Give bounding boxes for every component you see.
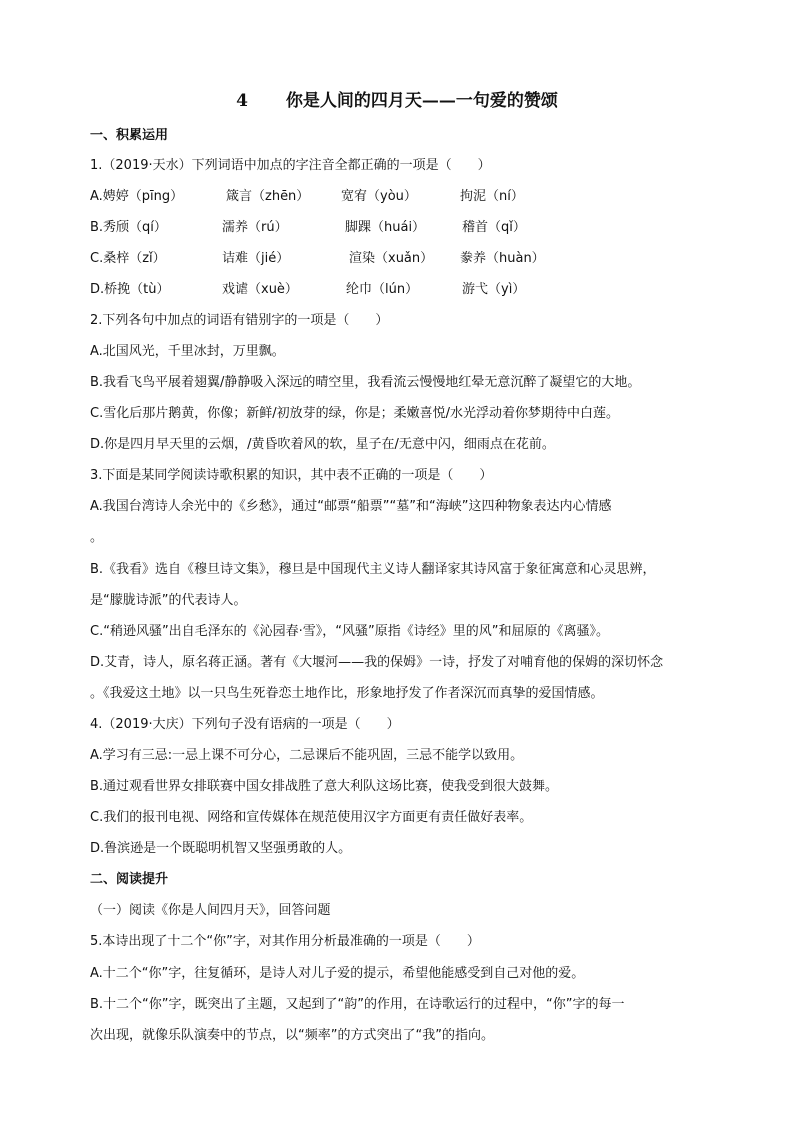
q2-stem: 2.下列各句中加点的词语有错别字的一项是（ ） [90, 313, 389, 328]
q1-c4: 豢养（huàn） [460, 251, 545, 266]
section-heading-1: 一、积累运用 [90, 128, 169, 143]
q2-option-d: D.你是四月早天里的云烟，/黄昏吹着风的软，星子在/无意中闪，细雨点在花前。 [90, 437, 555, 452]
q1-a4: 拘泥（ní） [460, 189, 524, 204]
q4-option-a: A.学习有三忌:一忌上课不可分心，二忌课后不能巩固，三忌不能学以致用。 [90, 748, 524, 763]
q4-option-c: C.我们的报刊电视、网络和宣传媒体在规范使用汉字方面更有责任做好表率。 [90, 810, 533, 825]
q1-a3: 宽宥（yòu） [341, 189, 417, 204]
q1-c3: 渲染（xuǎn） [349, 251, 434, 266]
q1-b2: 濡养（rú） [222, 220, 288, 235]
q1-d4: 游弋（yì） [462, 282, 526, 297]
q5-option-b-cont: 次出现，就像乐队演奏中的节点，以“频率”的方式突出了“我”的指向。 [90, 1028, 494, 1043]
q2-option-a: A.北国风光，千里冰封，万里飘。 [90, 344, 285, 359]
q1-b4: 稽首（qǐ） [462, 220, 526, 235]
q1-d2: 戏谑（xuè） [222, 282, 298, 297]
q3-option-d: D.艾青，诗人，原名蒋正涵。著有《大堰河——我的保姆》一诗，抒发了对哺育他的保姆的深切怀念 [90, 655, 664, 670]
q5-option-b: B.十二个“你”字，既突出了主题，又起到了“韵”的作用，在诗歌运行的过程中，“你”字的每一 [90, 997, 625, 1012]
section-heading-2: 二、阅读提升 [90, 872, 169, 887]
q3-option-c: C.“稍逊风骚”出自毛泽东的《沁园春·雪》，“风骚”原指《诗经》里的风”和屈原的《离骚》。 [90, 624, 610, 639]
q1-c2: 诘难（jié） [222, 251, 290, 266]
title-number: 4 [236, 91, 248, 111]
q1-c1: C.桑梓（zǐ） [90, 251, 166, 266]
q4-option-d: D.鲁滨逊是一个既聪明机智又坚强勇敢的人。 [90, 841, 352, 856]
q2-option-c: C.雪化后那片鹅黄，你像；新鲜/初放芽的绿，你是；柔嫩喜悦/水光浮动着你梦期待中白莲。 [90, 406, 619, 421]
q4-option-b: B.通过观看世界女排联赛中国女排战胜了意大利队这场比赛，使我受到很大鼓舞。 [90, 779, 559, 794]
q1-a2: 箴言（zhēn） [226, 189, 310, 204]
q1-a1: A.娉婷（pīng） [90, 189, 184, 204]
q3-option-d-cont: 。《我爱这土地》以一只鸟生死眷恋土地作比，形象地抒发了作者深沉而真挚的爱国情感。 [90, 686, 604, 701]
q1-stem: 1.（2019·天水）下列词语中加点的字注音全都正确的一项是（ ） [90, 158, 491, 173]
q2-option-b: B.我看飞鸟平展着翅翼/静静吸入深远的晴空里，我看流云慢慢地红晕无意沉醉了凝望它的大地。 [90, 375, 641, 390]
q5-stem: 5.本诗出现了十二个“你”字，对其作用分析最准确的一项是（ ） [90, 934, 480, 949]
q3-stem: 3.下面是某同学阅读诗歌积累的知识，其中表不正确的一项是（ ） [90, 468, 493, 483]
q4-stem: 4.（2019·大庆）下列句子没有语病的一项是（ ） [90, 717, 400, 732]
q1-b3: 脚踝（huái） [345, 220, 426, 235]
q1-b1: B.秀颀（qí） [90, 220, 167, 235]
q3-option-b-cont: 是“朦胧诗派”的代表诗人。 [90, 593, 247, 608]
title-text: 你是人间的四月天——一句爱的赞颂 [285, 91, 558, 111]
q3-option-b: B.《我看》选自《穆旦诗文集》，穆旦是中国现代主义诗人翻译家其诗风富于象征寓意和心灵思辨， [90, 562, 656, 577]
reading-subheading-1: （一）阅读《你是人间四月天》，回答问题 [90, 903, 331, 918]
q1-d3: 纶巾（lún） [346, 282, 419, 297]
q1-d1: D.桥挽（tù） [90, 282, 170, 297]
q3-option-a-cont: 。 [90, 530, 104, 545]
q5-option-a: A.十二个“你”字，往复循环，是诗人对儿子爱的提示，希望他能感受到自己对他的爱。 [90, 966, 585, 981]
page-title [0, 86, 794, 111]
q3-option-a: A.我国台湾诗人余光中的《乡愁》，通过“邮票“船票”“墓”和“海峡”这四种物象表达内心情感 [90, 499, 612, 514]
